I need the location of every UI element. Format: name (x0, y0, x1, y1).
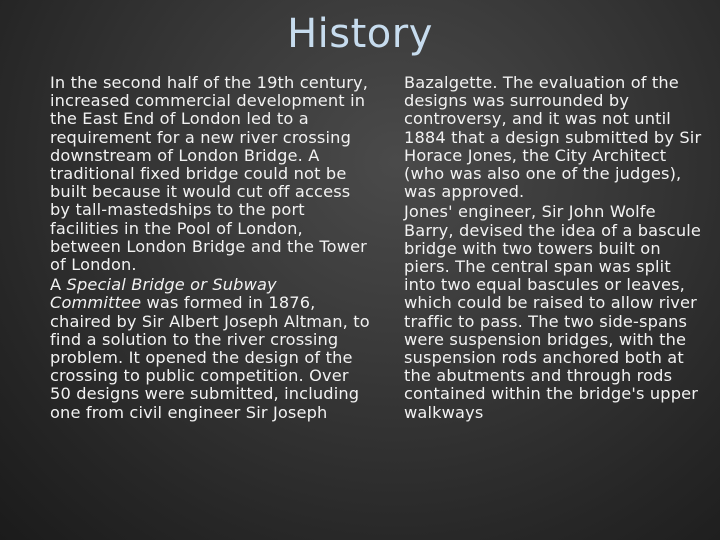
paragraph-committee-text: was formed in 1876, chaired by Sir Albert Joseph Altman, to find a solution to the river crossing problem. It opened the design of the crossing to public competition. Over 50 designs were submitted, including one from civil engineer Sir Joseph (50, 293, 370, 422)
paragraph-committee (50, 276, 372, 422)
paragraph-crossing-requirement: In the second half of the 19th century, increased commercial development in the East End of London led to a requirement for a new river crossing downstream of London Bridge. A traditional fixed bridge could not be built because it would cut off access by tall-mastedships to the port facilities in the Pool of London, between London Bridge and the Tower of London. (50, 73, 369, 275)
paragraph-design-evaluation: Bazalgette. The evaluation of the designs was surrounded by controversy, and it was not until 1884 that a design submitted by Sir Horace Jones, the City Architect (who was also one of the judges), was approved. (404, 73, 702, 202)
paragraph-committee-prefix: A (50, 275, 67, 295)
committee-name: Special Bridge or Subway Committee (50, 275, 277, 313)
paragraph-bascule-design: Jones' engineer, Sir John Wolfe Barry, devised the idea of a bascule bridge with two towers built on piers. The central span was split into two equal bascules or leaves, which could be raised to allow river traffic to pass. The two side-spans were suspension bridges, with the suspension rods anchored both at the abutments and through rods contained within the bridge's upper walkways (404, 202, 702, 422)
right-text-column (404, 74, 704, 424)
left-text-column (50, 74, 372, 424)
slide-title: History (287, 11, 433, 57)
